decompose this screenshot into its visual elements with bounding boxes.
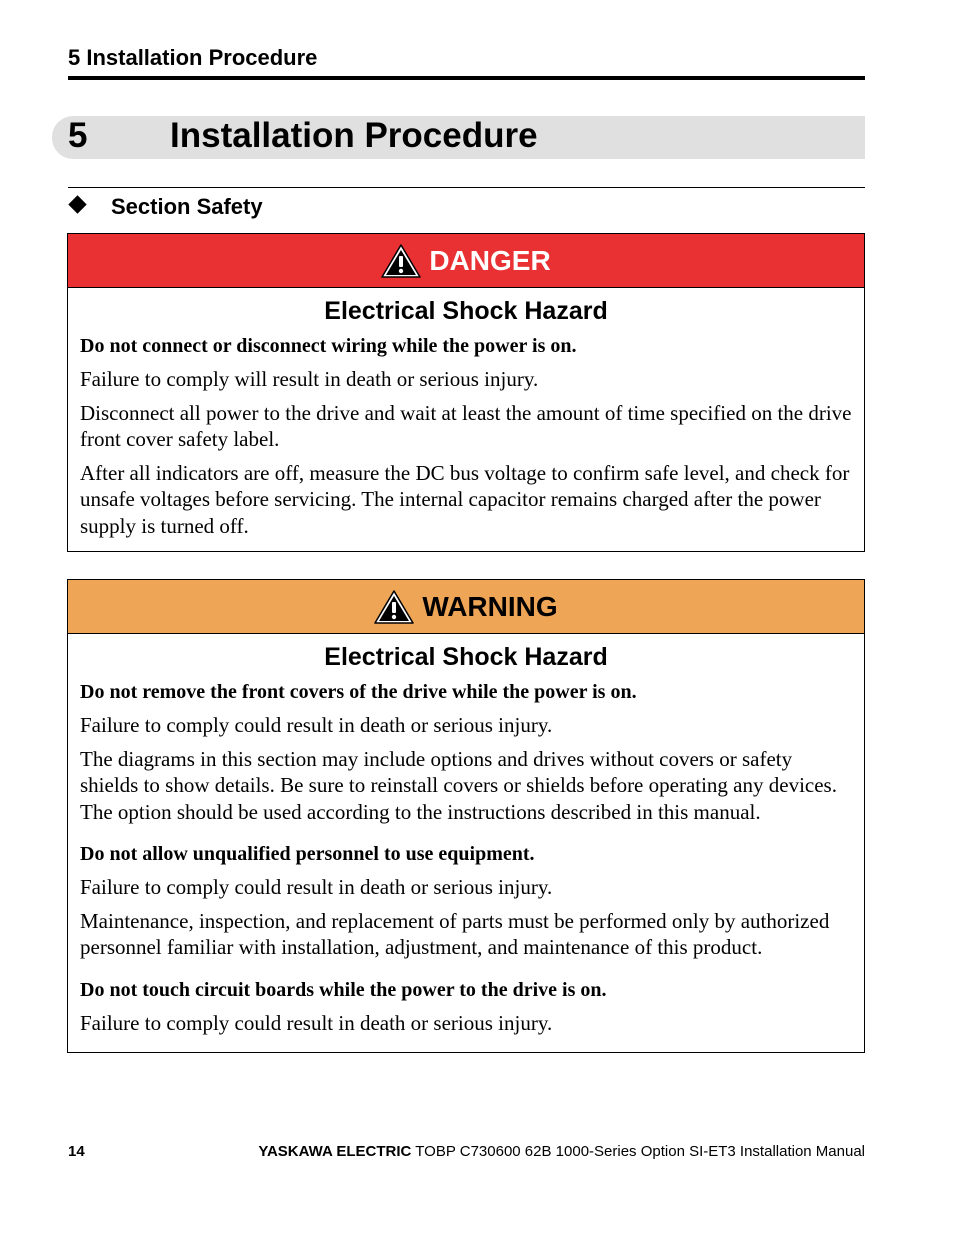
danger-hazard-title: Electrical Shock Hazard: [324, 297, 608, 325]
section-title: Section Safety: [111, 194, 263, 219]
warning-paragraph: The diagrams in this section may include options and drives without covers or safety shields to show details. Be sure to reinstall covers or shields before operating any devices. The option should be used according to the instructions described in this manual.: [80, 746, 837, 824]
warning-header: [68, 580, 864, 634]
danger-paragraph: After all indicators are off, measure the DC bus voltage to confirm safe level, and check for unsafe voltages before servicing. The internal capacitor remains charged after the power supply is turned off.: [80, 460, 850, 538]
running-header: 5 Installation Procedure: [68, 45, 318, 70]
diamond-bullet-icon: [68, 195, 86, 213]
warning-consequence: Failure to comply could result in death or serious injury.: [80, 1010, 553, 1035]
warning-consequence: Failure to comply could result in death or serious injury.: [80, 713, 553, 737]
section-rule: [68, 187, 865, 188]
danger-label: DANGER: [429, 244, 551, 276]
danger-box: [67, 233, 865, 552]
warning-triangle-icon: [381, 244, 421, 278]
warning-label: WARNING: [422, 590, 558, 622]
footer-brand: YASKAWA ELECTRIC: [258, 1143, 412, 1160]
warning-triangle-icon: [374, 590, 414, 624]
header-rule: [68, 76, 865, 80]
danger-header: [68, 234, 864, 288]
warning-hazard-title: Electrical Shock Hazard: [324, 643, 608, 671]
warning-instruction: Do not touch circuit boards while the power to the drive is on.: [80, 978, 607, 1001]
warning-instruction: Do not allow unqualified personnel to use equipment.: [80, 843, 535, 865]
danger-consequence: Failure to comply will result in death or serious injury.: [80, 367, 539, 391]
warning-box: [67, 579, 865, 1053]
warning-consequence: Failure to comply could result in death or serious injury.: [80, 875, 553, 899]
warning-paragraph: Maintenance, inspection, and replacement of parts must be performed only by authorized personnel familiar with installation, adjustment, and maintenance of this product.: [80, 908, 830, 959]
chapter-number: 5: [68, 116, 88, 155]
danger-instruction: Do not connect or disconnect wiring while the power is on.: [80, 335, 577, 357]
chapter-title: Installation Procedure: [170, 116, 538, 155]
page-number: 14: [68, 1143, 85, 1160]
footer-manual-title: [258, 1143, 865, 1160]
warning-instruction: Do not remove the front covers of the drive while the power is on.: [80, 681, 637, 703]
danger-paragraph: Disconnect all power to the drive and wait at least the amount of time specified on the drive front cover safety label.: [80, 400, 852, 451]
footer-manual: TOBP C730600 62B 1000-Series Option SI-ET3 Installation Manual: [411, 1143, 865, 1160]
